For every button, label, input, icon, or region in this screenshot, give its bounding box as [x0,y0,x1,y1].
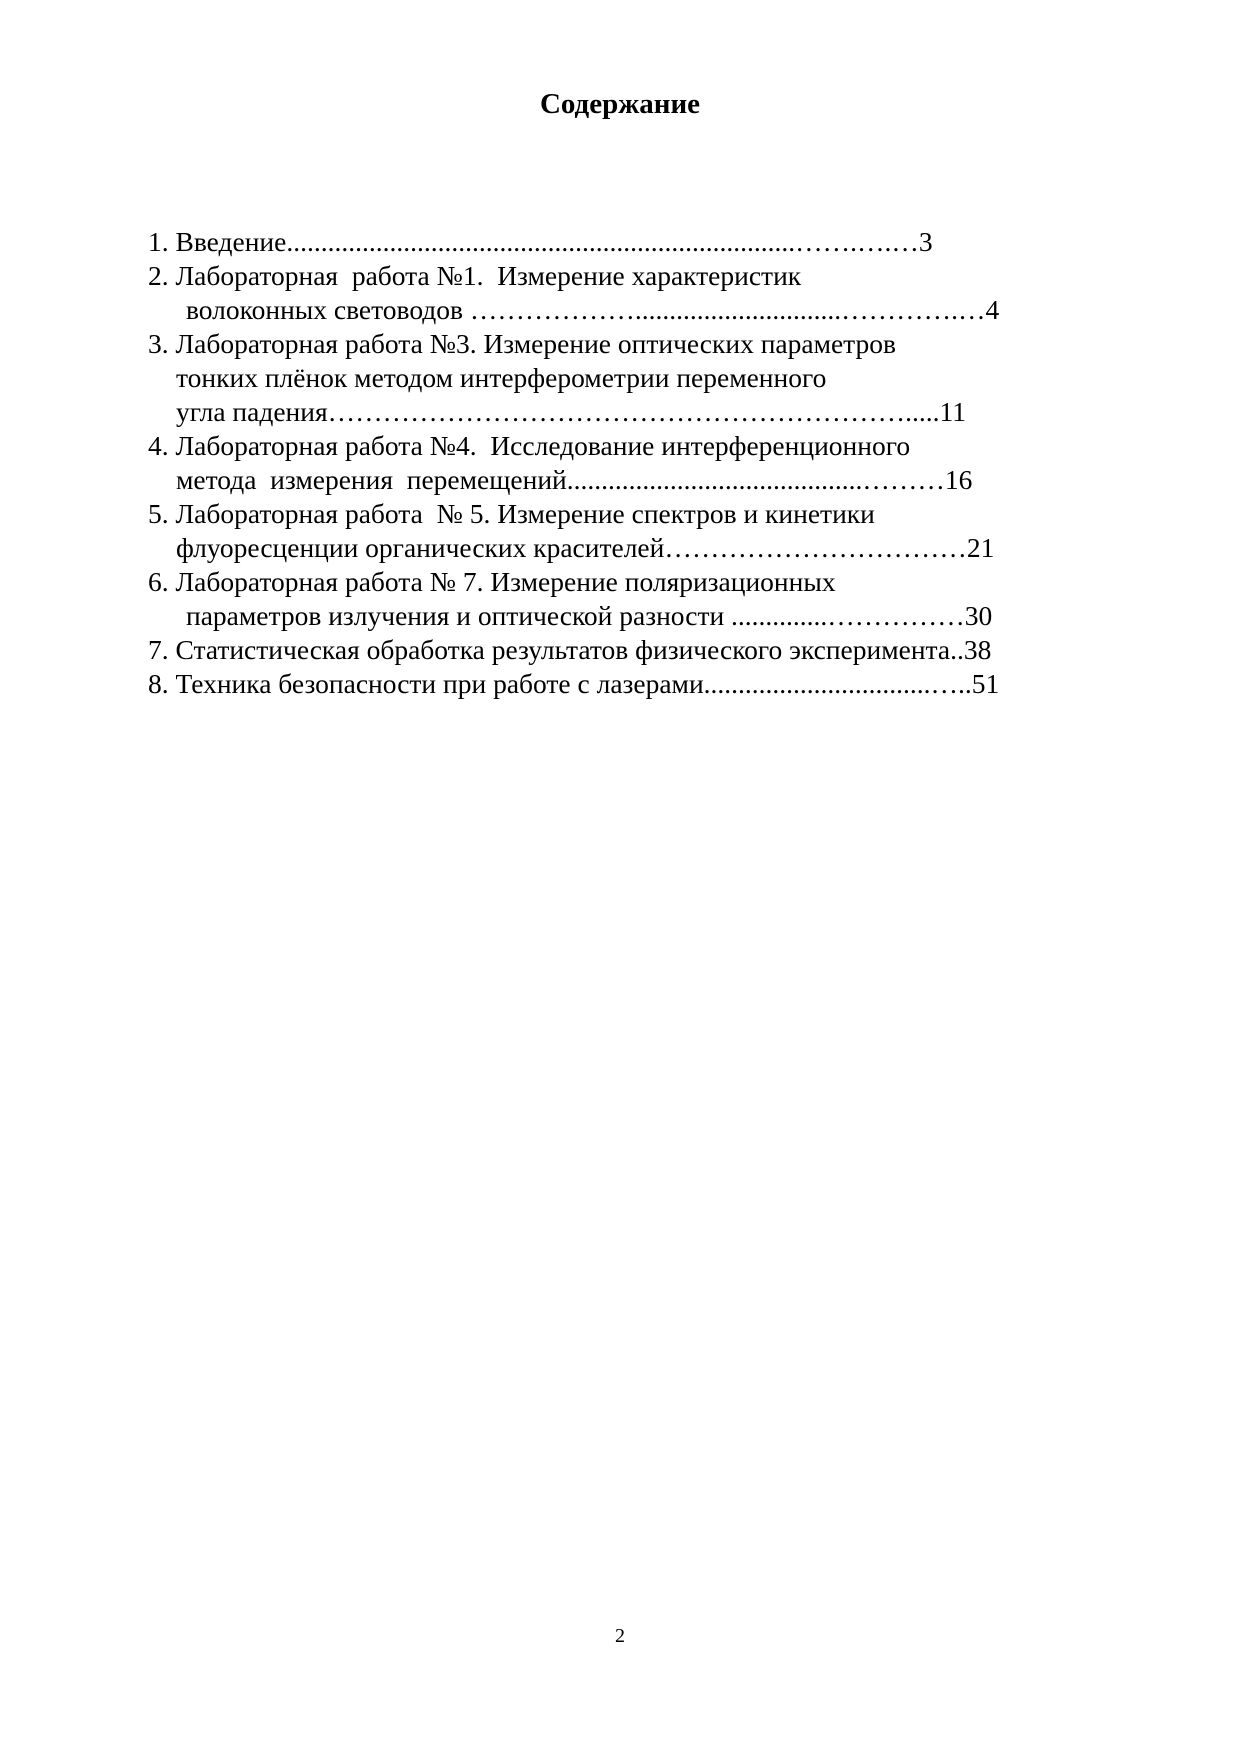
toc-entry-1-line-1: 1. Введение..........................................................................…….….…3 [148,226,933,257]
toc-entry-8-line-1: 8. Техника безопасности при работе с лазерами.................................…..51 [148,668,1000,699]
toc-entry-3-line-3: угла падения……………………………………………………….....11 [176,396,966,427]
toc-entry-6-line-2: параметров излучения и оптической разности ..............……………30 [186,600,993,631]
toc-entry-3-line-1: 3. Лабораторная работа №3. Измерение оптических параметров [148,328,897,359]
toc-entry-5-line-1: 5. Лабораторная работа № 5. Измерение спектров и кинетики [148,498,875,529]
toc-entry-2-line-2: волоконных световодов ………………..............................………….…4 [186,294,1000,325]
toc-entry-5-line-2: флуоресценции органических красителей……………………………21 [176,532,995,563]
toc-entry-4-line-2: метода измерения перемещений...........................................………16 [176,464,973,495]
toc-entry-6-line-1: 6. Лабораторная работа № 7. Измерение поляризационных [148,566,836,597]
toc-entry-3-line-2: тонких плёнок методом интерферометрии переменного [176,362,827,393]
page-title: Содержание [539,88,701,120]
page-number: 2 [615,1625,625,1647]
toc-entry-4-line-1: 4. Лабораторная работа №4. Исследование интерференционного [148,430,911,461]
toc-entry-2-line-1: 2. Лабораторная работа №1. Измерение характеристик [148,260,802,291]
toc-entry-7-line-1: 7. Статистическая обработка результатов физического эксперимента..38 [148,634,992,665]
